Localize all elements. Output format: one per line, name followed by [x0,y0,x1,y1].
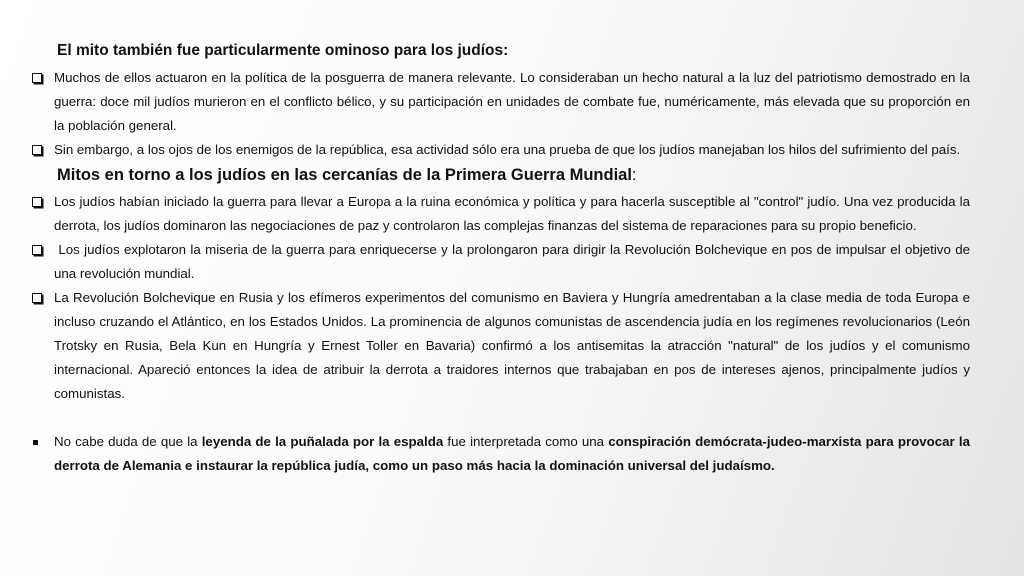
hollow-square-bullet-icon [30,190,54,214]
hollow-square-bullet-icon [30,66,54,90]
list-item [30,66,970,138]
section-heading-2-text: Mitos en torno a los judíos en las cercanías de la Primera Guerra Mundial [57,166,632,184]
conclusion-part: No cabe duda de que la [54,434,202,449]
bullet-text: Sin embargo, a los ojos de los enemigos de la república, esa actividad sólo era una prueba de que los judíos manejaban los hilos del sufrimiento del país. [54,142,961,157]
section-heading-2-colon: : [631,166,637,184]
list-item [30,190,970,238]
bullet-text: Los judíos explotaron la miseria de la guerra para enriquecerse y la prolongaron para dirigir la Revolución Bolchevique en pos de impulsar el objetivo de una revolución mundial. [54,242,974,281]
bullet-text: La Revolución Bolchevique en Rusia y los efímeros experimentos del comunismo en Baviera y Hungría amedrentaban a la clase media de toda Europa e incluso cruzando el Atlántico, en los Estados Unidos. La prominencia de algunos comunistas de ascendencia judía en los regímenes revolucionarios (León Trotsky en Rusia, Bela Kun en Hungría y Ernest Toller en Bavaria) confirmó a los antisemitas la atracción "natural" de los judíos y el comunismo internacional. Apareció entonces la idea de atribuir la derrota a traidores internos que trabajaban en pos de intereses ajenos, principalmente judíos y comunistas. [54,290,970,401]
section-heading-1: El mito también fue particularmente ominoso para los judíos: [57,42,509,59]
section-heading-2 [57,164,970,186]
conclusion-emphasis: leyenda de la puñalada por la espalda [201,434,444,449]
list-item [30,286,970,406]
spacer [30,406,970,430]
hollow-square-bullet-icon [30,238,54,262]
slide-content [30,40,974,478]
hollow-square-bullet-icon [30,286,54,310]
bullet-text: Muchos de ellos actuaron en la política de la posguerra de manera relevante. Lo consideraban un hecho natural a la luz del patriotismo demostrado en la guerra: doce mil judíos murieron en el conflicto bélico, y su participación en unidades de combate fue, numéricamente, más elevada que su proporción en la población general. [54,70,970,133]
list-item [30,238,974,286]
filled-square-bullet-icon [30,430,54,454]
hollow-square-bullet-icon [30,138,54,162]
conclusion-item [30,430,970,478]
conclusion-text [54,430,970,478]
bullet-text: Los judíos habían iniciado la guerra para llevar a Europa a la ruina económica y política y para hacerla susceptible al "control" judío. Una vez producida la derrota, los judíos dominaron las negociaciones de paz y controlaron las complejas finanzas del sistema de reparaciones para su propio beneficio. [54,194,970,233]
conclusion-part: fue interpretada como una [443,434,609,449]
conclusion-emphasis: conspiración demócrata-judeo-marxista para provocar la derrota de Alemania e instaurar la república judía, como un paso más hacia la dominación universal del judaísmo. [54,434,970,473]
list-item [30,138,970,162]
